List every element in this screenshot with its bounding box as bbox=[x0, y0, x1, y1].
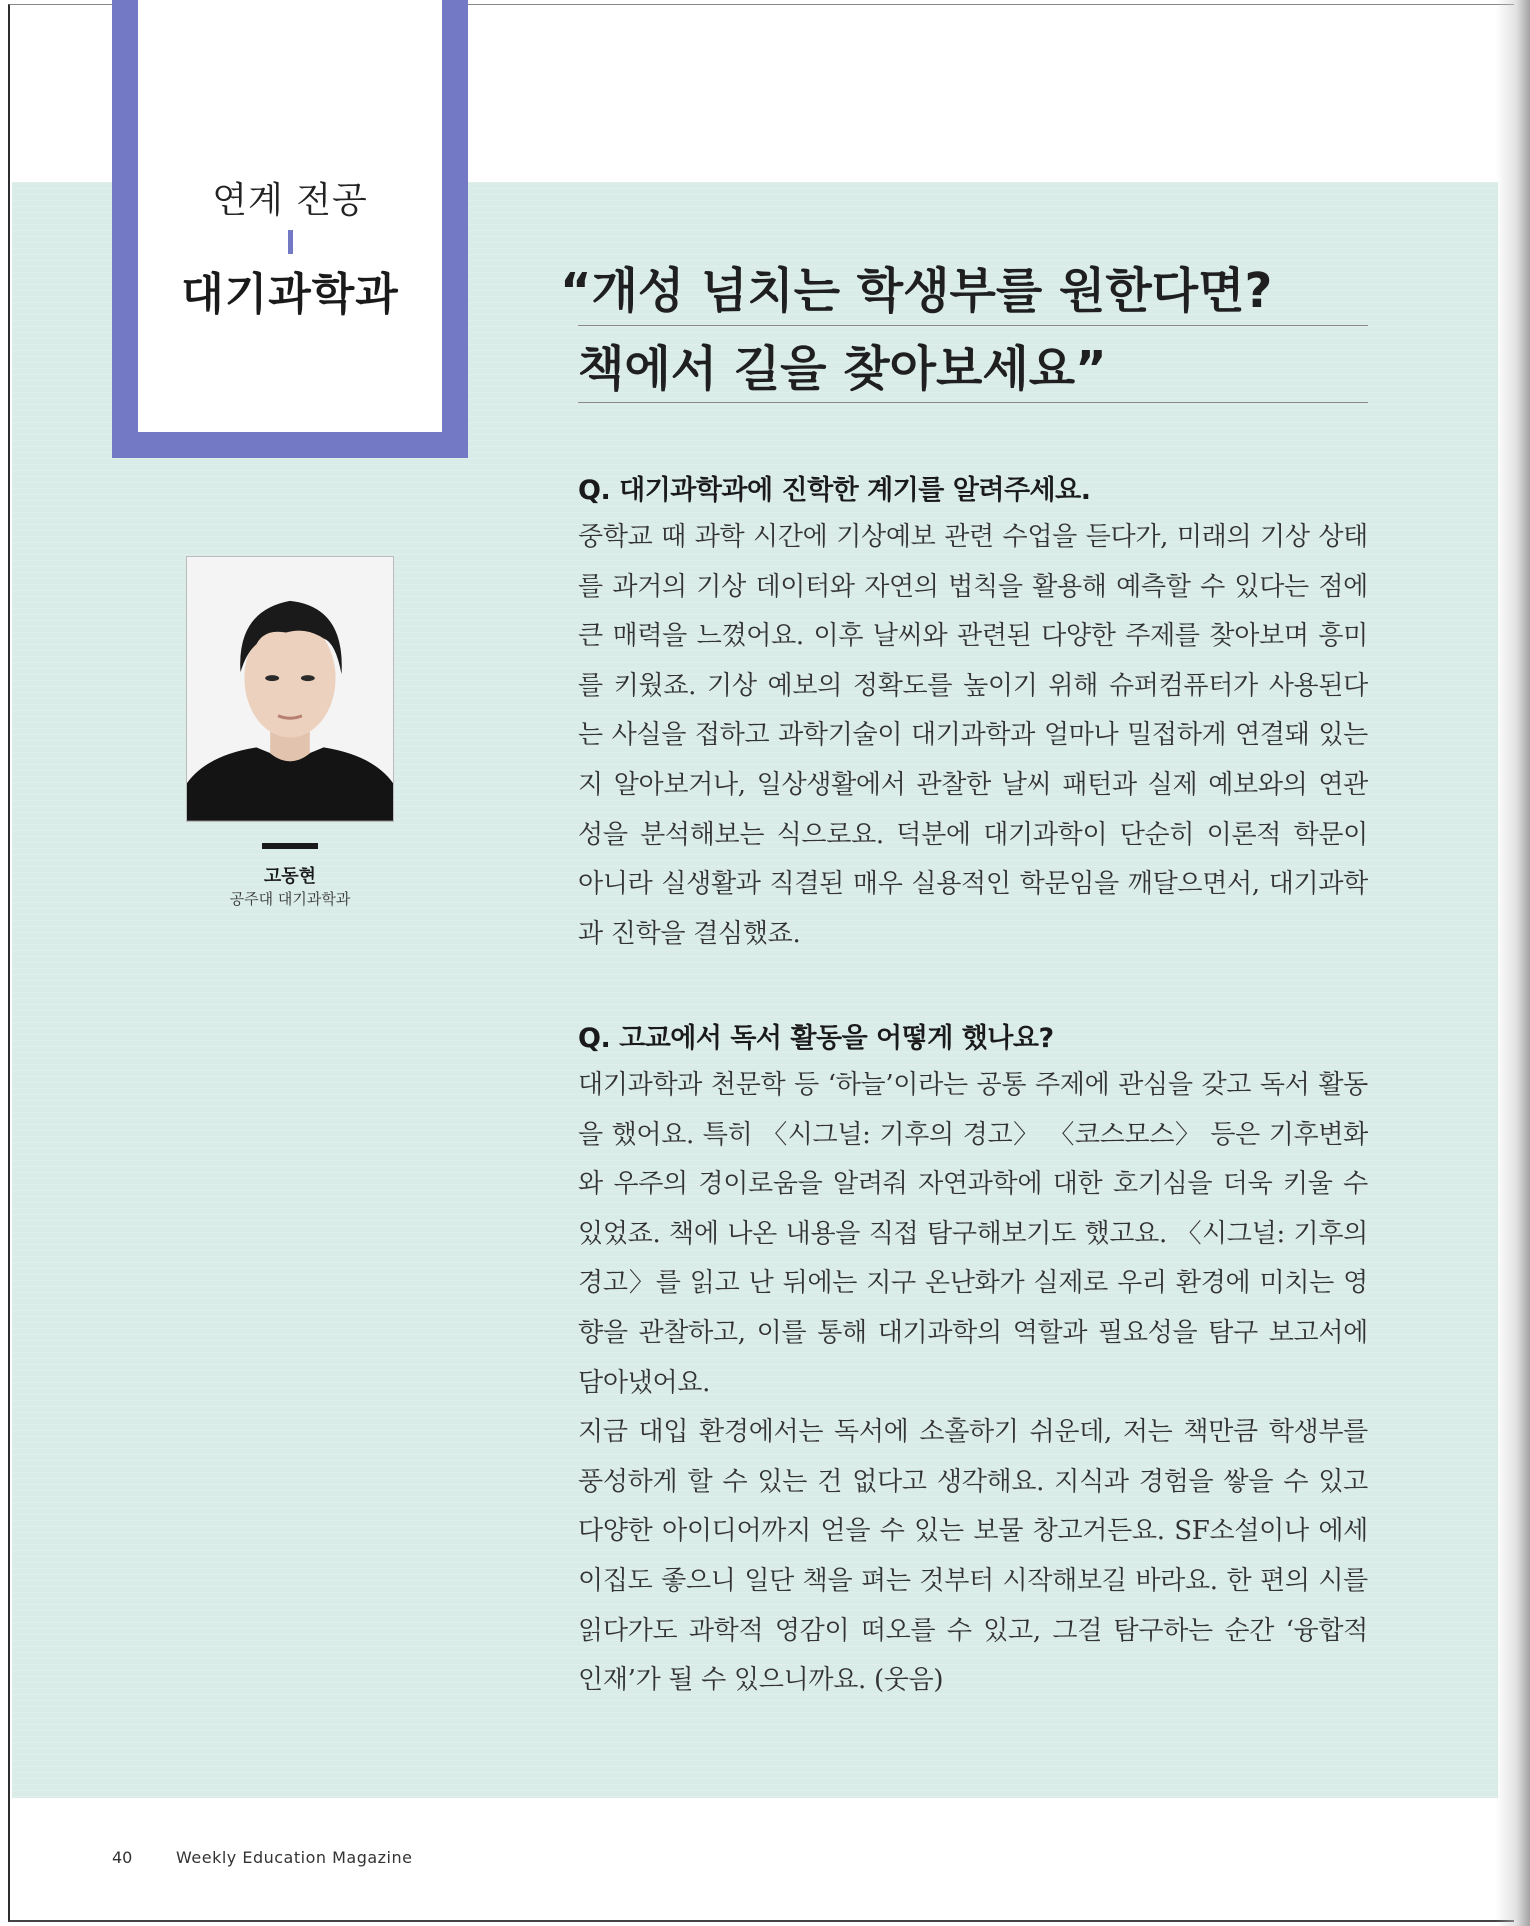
headline-line-2: 책에서 길을 찾아보세요” bbox=[578, 341, 1107, 397]
category-label: 연계 전공 bbox=[212, 180, 368, 221]
category-divider bbox=[288, 230, 293, 254]
person-name: 고동현 bbox=[263, 866, 317, 887]
page-number: 40 bbox=[112, 1848, 133, 1867]
profile-photo bbox=[186, 556, 394, 822]
headline-rule-1 bbox=[578, 325, 1368, 326]
person-school: 공주대 대기과학과 bbox=[229, 890, 351, 908]
profile-photo-illustration bbox=[187, 557, 393, 821]
answer-1: 중학교 때 과학 시간에 기상예보 관련 수업을 듣다가, 미래의 기상 상태를 과거의 기상 데이터와 자연의 법칙을 활용해 예측할 수 있다는 점에 큰 매력을 느꼈어요. 이후 날씨와 관련된 다양한 주제를 찾아보며 흥미를 키웠죠. 기상 예보의 정확도를 높이기 위해 슈퍼컴퓨터가 사용된다는 사실을 접하고 과학기술이 대기과학과 얼마나 밀접하게 연결돼 있는지 알아보거나, 일상생활에서 관찰한 날씨 패턴과 실제 예보와의 연관성을 분석해보는 식으로요. 덕분에 대기과학이 단순히 이론적 학문이 아니라 실생활과 직결된 매우 실용적인 학문임을 깨달으면서, 대기과학과 진학을 결심했죠. bbox=[578, 522, 1368, 949]
category-label-inner bbox=[138, 0, 442, 432]
qa-block-2 bbox=[578, 1016, 1368, 1706]
headline-rule-2 bbox=[578, 402, 1368, 403]
question-2: Q. 고교에서 독서 활동을 어떻게 했나요? bbox=[578, 1023, 1054, 1054]
headline-line-1: “개성 넘치는 학생부를 원한다면? bbox=[560, 263, 1273, 319]
qa-block-1 bbox=[578, 468, 1368, 959]
magazine-name: Weekly Education Magazine bbox=[176, 1848, 413, 1867]
answer-2-paragraph-2: 지금 대입 환경에서는 독서에 소홀하기 쉬운데, 저는 책만큼 학생부를 풍성하게 할 수 있는 건 없다고 생각해요. 지식과 경험을 쌓을 수 있고 다양한 아이디어까지 얻을 수 있는 보물 창고거든요. SF소설이나 에세이집도 좋으니 일단 책을 펴는 것부터 시작해보길 바라요. 한 편의 시를 읽다가도 과학적 영감이 떠오를 수 있고, 그걸 탐구하는 순간 ‘융합적 인재’가 될 수 있으니까요. (웃음) bbox=[578, 1417, 1368, 1696]
page-fold-shadow bbox=[1496, 0, 1530, 1926]
category-major: 대기과학과 bbox=[181, 269, 399, 320]
category-label-box bbox=[112, 0, 468, 458]
name-divider bbox=[262, 843, 318, 849]
answer-2: 대기과학과 천문학 등 ‘하늘’이라는 공통 주제에 관심을 갖고 독서 활동을 했어요. 특히 〈시그널: 기후의 경고〉 〈코스모스〉 등은 기후변화와 우주의 경이로움을 알려줘 자연과학에 대한 호기심을 더욱 키울 수 있었죠. 책에 나온 내용을 직접 탐구해보기도 했고요. 〈시그널: 기후의 경고〉를 읽고 난 뒤에는 지구 온난화가 실제로 우리 환경에 미치는 영향을 관찰하고, 이를 통해 대기과학의 역할과 필요성을 탐구 보고서에 담아냈어요. bbox=[578, 1070, 1368, 1398]
question-1: Q. 대기과학과에 진학한 계기를 알려주세요. bbox=[578, 475, 1091, 506]
